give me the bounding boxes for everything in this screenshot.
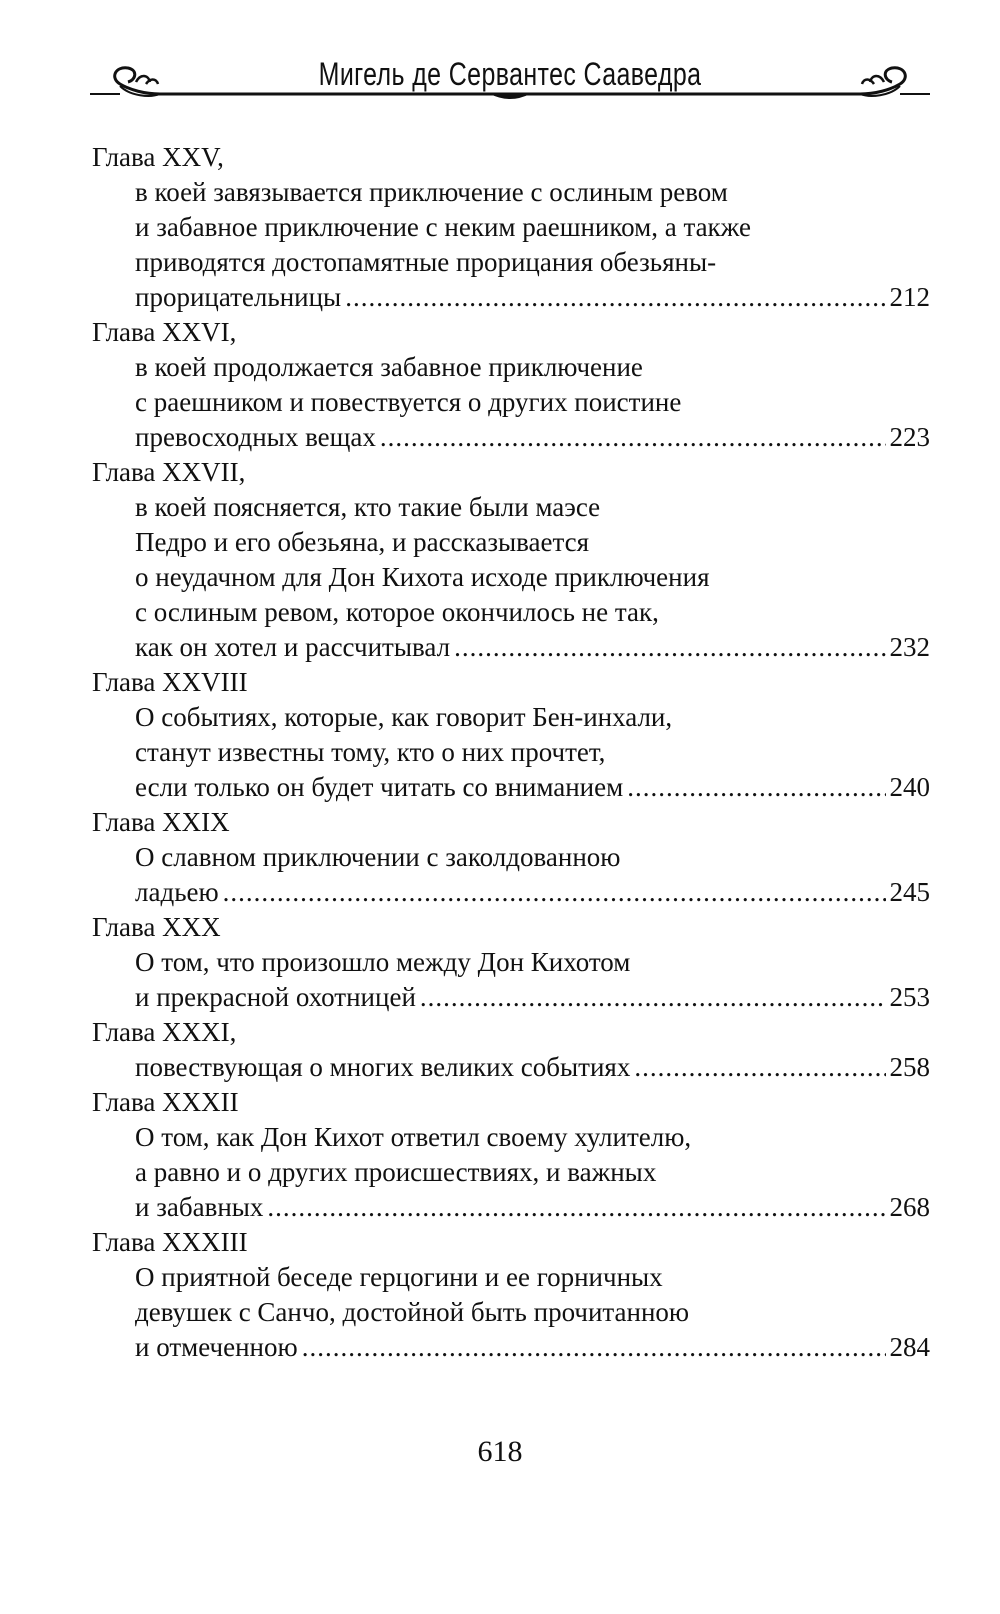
chapter-description-line: станут известны тому, кто о них прочтет, (135, 737, 606, 767)
chapter-title: Глава XXIX (92, 807, 230, 837)
chapter-description-line: О том, что произошло между Дон Кихотом (135, 947, 631, 977)
chapter-description-end: и отмеченною (135, 1332, 298, 1362)
chapter-last-line (92, 280, 930, 315)
dot-leader (454, 630, 885, 665)
dot-leader (345, 280, 885, 315)
chapter-title: Глава XXXII (92, 1087, 239, 1117)
chapter-description-line: О приятной беседе герцогини и ее горничных (135, 1262, 663, 1292)
chapter-title: Глава XXX (92, 912, 221, 942)
chapter-description-line: с ослиным ревом, которое окончилось не так, (135, 597, 659, 627)
toc-entry (92, 140, 930, 315)
running-header (90, 52, 930, 112)
chapter-description-line: девушек с Санчо, достойной быть прочитанною (135, 1297, 690, 1327)
toc-entry (92, 1015, 930, 1085)
chapter-last-line (92, 1190, 930, 1225)
toc-entry (92, 1225, 930, 1365)
chapter-last-line (92, 770, 930, 805)
chapter-page-number: 223 (889, 422, 930, 452)
toc-entry (92, 805, 930, 910)
chapter-last-line (92, 1050, 930, 1085)
chapter-page-number: 284 (889, 1332, 930, 1362)
chapter-last-line (92, 420, 930, 455)
chapter-page-number: 232 (889, 632, 930, 662)
chapter-description-line: Педро и его обезьяна, и рассказывается (135, 527, 590, 557)
chapter-description-line: с раешником и повествуется о других поистине (135, 387, 682, 417)
page-number: 618 (477, 1435, 523, 1468)
dot-leader (267, 1190, 885, 1225)
dot-leader (420, 980, 886, 1015)
chapter-page-number: 258 (889, 1052, 930, 1082)
chapter-last-line (92, 1330, 930, 1365)
chapter-title: Глава XXVII, (92, 457, 246, 487)
chapter-description-end: превосходных вещах (135, 422, 376, 452)
toc-entry (92, 910, 930, 1015)
chapter-description-line: О событиях, которые, как говорит Бен-инхали, (135, 702, 673, 732)
toc-entry (92, 665, 930, 805)
chapter-page-number: 212 (889, 282, 930, 312)
chapter-page-number: 253 (889, 982, 930, 1012)
dot-leader (302, 1330, 886, 1365)
dot-leader (634, 1050, 885, 1085)
table-of-contents (92, 140, 930, 1365)
chapter-description-line: в коей продолжается забавное приключение (135, 352, 643, 382)
chapter-description-end: и прекрасной охотницей (135, 982, 416, 1012)
chapter-description-line: приводятся достопамятные прорицания обезьяны- (135, 247, 717, 277)
chapter-description-line: в коей завязывается приключение с ослиным ревом (135, 177, 728, 207)
toc-entry (92, 1085, 930, 1225)
chapter-description-end: если только он будет читать со вниманием (135, 772, 624, 802)
chapter-description-line: О славном приключении с заколдованною (135, 842, 621, 872)
chapter-page-number: 240 (889, 772, 930, 802)
chapter-description-line: и забавное приключение с неким раешником, а также (135, 212, 751, 242)
toc-entry (92, 455, 930, 665)
chapter-title: Глава XXV, (92, 142, 224, 172)
chapter-title: Глава XXXI, (92, 1017, 237, 1047)
chapter-description-end: как он хотел и рассчитывал (135, 632, 451, 662)
chapter-description-end: ладьею (135, 877, 219, 907)
dot-leader (223, 875, 886, 910)
chapter-last-line (92, 875, 930, 910)
chapter-title: Глава XXVIII (92, 667, 248, 697)
chapter-description-end: прорицательницы (135, 282, 342, 312)
book-author-title: Мигель де Сервантес Сааведра (318, 56, 702, 92)
dot-leader (380, 420, 886, 455)
chapter-last-line (92, 980, 930, 1015)
dot-leader (627, 770, 885, 805)
chapter-page-number: 245 (889, 877, 930, 907)
chapter-title: Глава XXVI, (92, 317, 237, 347)
chapter-description-line: в коей поясняется, кто такие были маэсе (135, 492, 601, 522)
chapter-description-end: и забавных (135, 1192, 264, 1222)
chapter-title: Глава XXXIII (92, 1227, 248, 1257)
toc-entry (92, 315, 930, 455)
chapter-last-line (92, 630, 930, 665)
chapter-description-line: о неудачном для Дон Кихота исходе приключения (135, 562, 710, 592)
chapter-page-number: 268 (889, 1192, 930, 1222)
chapter-description-end: повествующая о многих великих событиях (135, 1052, 631, 1082)
chapter-description-line: а равно и о других происшествиях, и важных (135, 1157, 657, 1187)
chapter-description-line: О том, как Дон Кихот ответил своему хулителю, (135, 1122, 692, 1152)
